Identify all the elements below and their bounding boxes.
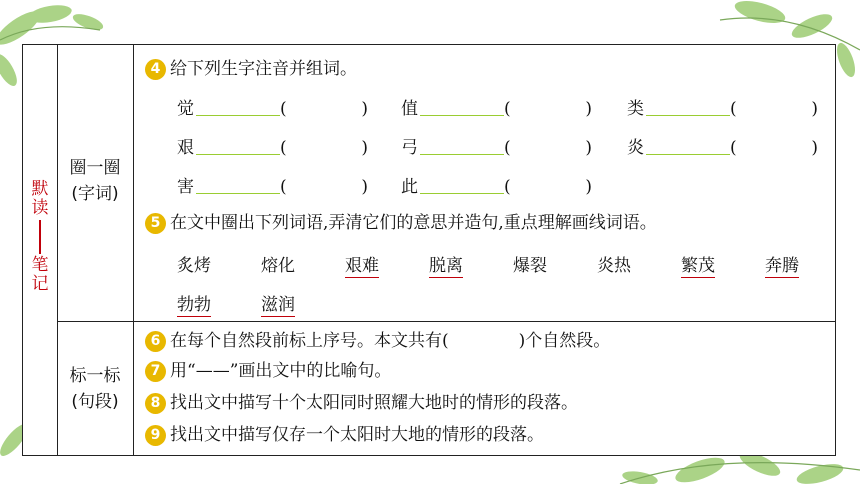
paren-close: ) <box>361 138 368 158</box>
question-number-badge: 4 <box>145 59 166 80</box>
section-divider <box>57 321 835 322</box>
char-item <box>177 172 368 197</box>
char: 类 <box>627 99 644 119</box>
char-item <box>401 94 592 119</box>
question-text: 在文中圈出下列词语,弄清它们的意思并造句,重点理解画线词语。 <box>170 213 657 233</box>
char-item <box>401 172 592 197</box>
paren-open: ( <box>280 177 287 197</box>
section-title: 标一标 <box>69 366 121 386</box>
paren-open: ( <box>504 138 511 158</box>
question-text: 用“——”画出文中的比喻句。 <box>170 361 392 381</box>
paren-open: ( <box>730 99 737 119</box>
vocab-word-underlined: 脱离 <box>429 251 463 278</box>
question-text: )个自然段。 <box>518 331 611 351</box>
question-6 <box>145 329 610 353</box>
side-label-char: 笔 <box>31 255 49 275</box>
question-4 <box>145 57 357 81</box>
char: 值 <box>401 99 418 119</box>
word-blank[interactable] <box>646 97 730 116</box>
question-7 <box>145 359 391 383</box>
side-column <box>23 45 58 455</box>
char-item <box>177 94 368 119</box>
paren-close: ) <box>811 138 818 158</box>
paren-open: ( <box>504 177 511 197</box>
vocab-word-underlined: 奔腾 <box>765 251 799 278</box>
section-label-mark <box>57 363 133 415</box>
pinyin-blank[interactable] <box>280 99 368 119</box>
paren-close: ) <box>585 138 592 158</box>
vocab-word-underlined: 繁茂 <box>681 251 715 278</box>
char-item <box>627 94 818 119</box>
char-item <box>627 133 818 158</box>
side-label-dash <box>39 220 41 254</box>
question-9 <box>145 423 544 447</box>
pinyin-blank[interactable] <box>730 138 818 158</box>
word-blank[interactable] <box>196 97 280 116</box>
paren-open: ( <box>280 99 287 119</box>
side-label-char: 记 <box>31 274 49 294</box>
side-label-char: 读 <box>31 198 49 218</box>
vocab-word-underlined: 艰难 <box>345 251 379 278</box>
paren-close: ) <box>585 177 592 197</box>
pinyin-blank[interactable] <box>280 177 368 197</box>
section-title: 圈一圈 <box>69 158 121 178</box>
pinyin-blank[interactable] <box>730 99 818 119</box>
section-label-circle <box>57 155 133 207</box>
char: 弓 <box>401 138 418 158</box>
paren-close: ) <box>361 177 368 197</box>
paren-open: ( <box>504 99 511 119</box>
word-blank[interactable] <box>420 136 504 155</box>
word-blank[interactable] <box>196 175 280 194</box>
pinyin-blank[interactable] <box>504 177 592 197</box>
question-number-badge: 6 <box>145 331 166 352</box>
char: 此 <box>401 177 418 197</box>
paren-close: ) <box>811 99 818 119</box>
section-subtitle: (字词) <box>71 184 119 204</box>
pinyin-blank[interactable] <box>504 138 592 158</box>
pinyin-blank[interactable] <box>280 138 368 158</box>
paren-close: ) <box>585 99 592 119</box>
char: 害 <box>177 177 194 197</box>
paren-close: ) <box>361 99 368 119</box>
char: 炎 <box>627 138 644 158</box>
side-label-char: 默 <box>31 179 49 199</box>
char: 觉 <box>177 99 194 119</box>
section-subtitle: (句段) <box>71 392 119 412</box>
word-blank[interactable] <box>420 175 504 194</box>
word-blank[interactable] <box>196 136 280 155</box>
vocab-word: 炎热 <box>597 256 631 276</box>
vocab-word: 爆裂 <box>513 256 547 276</box>
vocab-word: 熔化 <box>261 256 295 276</box>
vocab-word-underlined: 勃勃 <box>177 290 211 317</box>
word-blank[interactable] <box>420 97 504 116</box>
question-8 <box>145 391 578 415</box>
question-text: 在每个自然段前标上序号。本文共有( <box>170 331 449 351</box>
char-item <box>177 133 368 158</box>
pinyin-blank[interactable] <box>504 99 592 119</box>
question-5 <box>145 211 657 235</box>
question-number-badge: 5 <box>145 213 166 234</box>
question-text: 找出文中描写十个太阳同时照耀大地时的情形的段落。 <box>170 393 578 413</box>
word-blank[interactable] <box>646 136 730 155</box>
question-number-badge: 8 <box>145 393 166 414</box>
vocab-word: 炙烤 <box>177 256 211 276</box>
question-number-badge: 9 <box>145 425 166 446</box>
paren-open: ( <box>280 138 287 158</box>
question-number-badge: 7 <box>145 361 166 382</box>
question-text: 给下列生字注音并组词。 <box>170 59 357 79</box>
side-label-silent-reading-notes <box>23 180 57 294</box>
notes-table <box>22 44 836 456</box>
question-text: 找出文中描写仅存一个太阳时大地的情形的段落。 <box>170 425 544 445</box>
char-item <box>401 133 592 158</box>
paren-open: ( <box>730 138 737 158</box>
char: 艰 <box>177 138 194 158</box>
vocab-word-underlined: 滋润 <box>261 290 295 317</box>
